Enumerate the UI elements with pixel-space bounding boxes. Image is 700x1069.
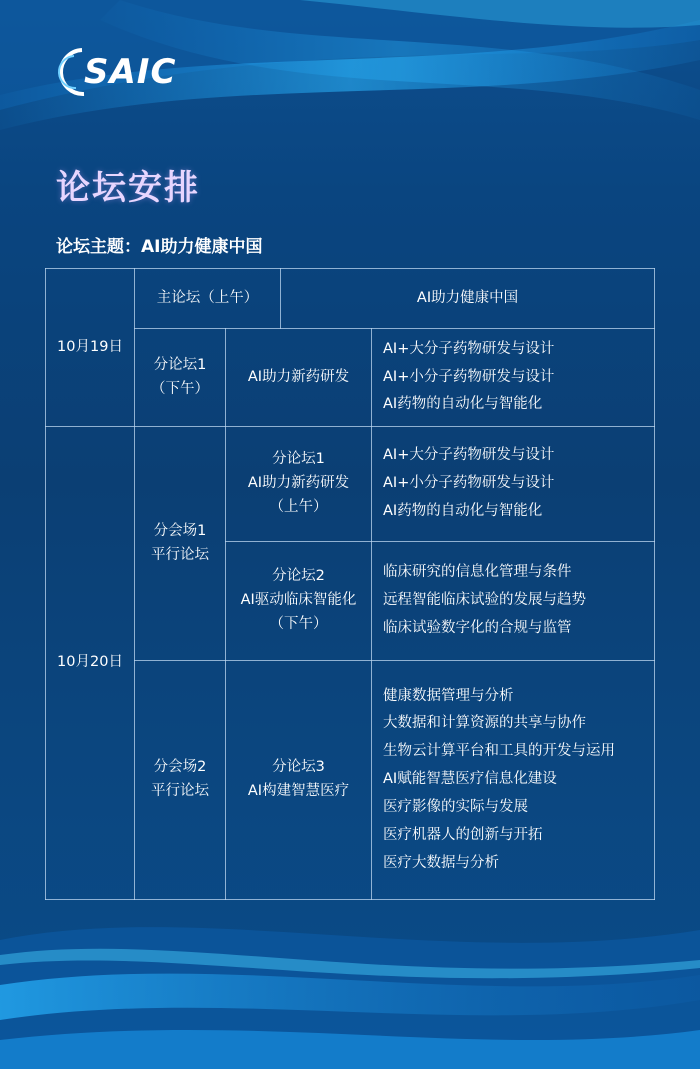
forum-time-line: （上午）: [269, 498, 328, 515]
venue-name-line: 分会场1: [153, 522, 207, 539]
theme-label: 论坛主题：: [56, 237, 141, 257]
topic-item: AI+小分子药物研发与设计: [383, 475, 555, 492]
sub-forum-name-line: 分论坛1: [153, 356, 207, 373]
topic-item: AI药物的自动化与智能化: [383, 502, 543, 519]
sub-forum-time: （下午）: [151, 380, 209, 397]
schedule-table: [45, 268, 655, 900]
topic-item: 生物云计算平台和工具的开发与运用: [383, 743, 615, 760]
date-cell-day2: 10月20日: [46, 427, 135, 900]
forum-title-line: AI驱动临床智能化: [240, 592, 357, 609]
topic-item: 临床研究的信息化管理与条件: [383, 564, 572, 581]
table-row: [46, 329, 655, 427]
topic-item: 健康数据管理与分析: [383, 687, 514, 704]
topic-item: 临床试验数字化的合规与监管: [383, 619, 572, 636]
main-forum-label: 主论坛（上午）: [135, 269, 281, 329]
forum-name-line: 分论坛2: [272, 568, 325, 585]
topic-item: AI+大分子药物研发与设计: [383, 447, 555, 464]
topics-cell: [372, 427, 655, 542]
topic-item: AI赋能智慧医疗信息化建设: [383, 771, 557, 788]
topics-cell: [372, 542, 655, 661]
venue1-name: [135, 427, 226, 661]
saic-logo: [54, 44, 194, 100]
forum-time-line: （下午）: [269, 615, 328, 632]
topic-item: 医疗大数据与分析: [383, 854, 499, 871]
venue2-name: [135, 661, 226, 900]
sub-forum-name: [135, 329, 226, 427]
sub-forum-title: AI助力新药研发: [226, 329, 372, 427]
topics-cell: [372, 329, 655, 427]
venue-type-line: 平行论坛: [151, 783, 209, 799]
topic-item: AI+小分子药物研发与设计: [383, 368, 555, 385]
table-row: [46, 269, 655, 329]
forum-name-line: 分论坛3: [272, 759, 325, 776]
forum-title-line: AI构建智慧医疗: [247, 783, 350, 799]
forum-theme: [56, 232, 262, 257]
logo-text: SAIC: [84, 52, 177, 92]
date-cell-day1: 10月19日: [46, 269, 135, 427]
main-forum-topic: AI助力健康中国: [281, 269, 655, 329]
topic-item: 医疗影像的实际与发展: [383, 798, 528, 815]
topic-item: 医疗机器人的创新与开拓: [383, 826, 543, 843]
topics-cell: [372, 661, 655, 900]
topic-item: 远程智能临床试验的发展与趋势: [383, 592, 586, 609]
table-row: [46, 427, 655, 542]
venue-name-line: 分会场2: [153, 759, 207, 776]
forum-name-line: 分论坛1: [272, 451, 325, 468]
venue-type-line: 平行论坛: [151, 546, 209, 563]
table-row: [46, 661, 655, 900]
topic-item: AI药物的自动化与智能化: [383, 396, 543, 413]
page-title: 论坛安排: [56, 168, 200, 208]
forum-title-line: AI助力新药研发: [247, 475, 350, 492]
theme-value: AI助力健康中国: [141, 237, 263, 257]
forum1-cell: [226, 427, 372, 542]
topic-item: AI+大分子药物研发与设计: [383, 340, 555, 357]
forum3-cell: [226, 661, 372, 900]
topic-item: 大数据和计算资源的共享与协作: [383, 715, 586, 732]
forum2-cell: [226, 542, 372, 661]
